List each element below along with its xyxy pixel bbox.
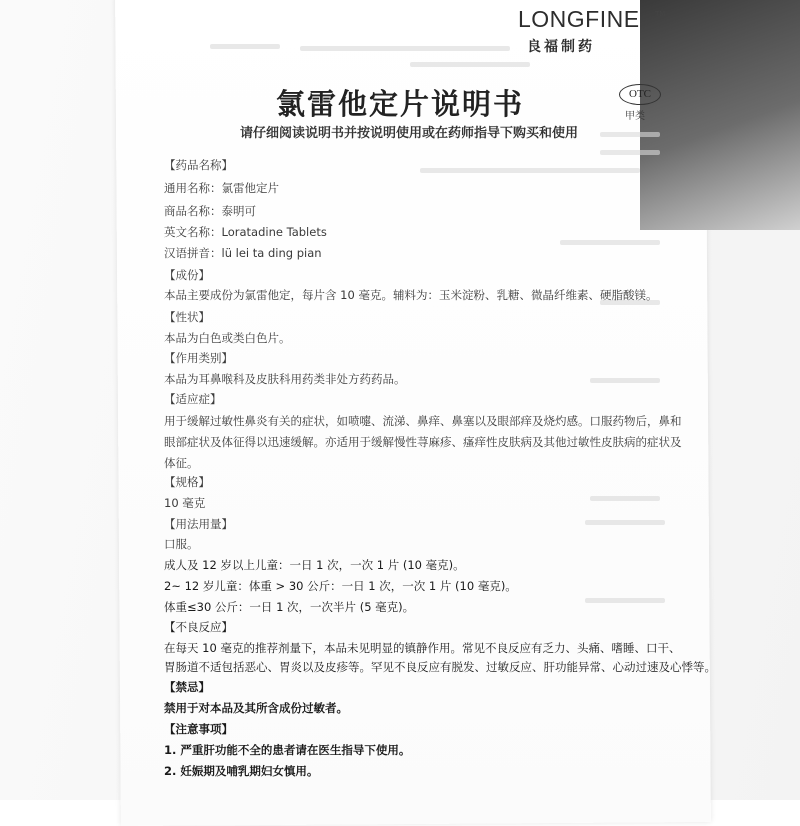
adverse-reactions-line: 胃肠道不适包括恶心、胃炎以及皮疹等。罕见不良反应有脱发、过敏反应、肝功能异常、心动过速及心悸等。 [164,660,716,674]
appearance-text: 本品为白色或类白色片。 [164,331,291,345]
company-name: 良福制药 [527,39,595,55]
dosage-line: 口服。 [164,537,199,551]
section-heading-category: 【作用类别】 [164,351,233,365]
pinyin-name: 汉语拼音：lü lei ta ding pian [164,246,322,260]
bleed-through-text [600,132,660,137]
bleed-through-text [210,44,280,49]
bleed-through-text [600,150,660,155]
document-title: 氯雷他定片说明书 [276,87,525,121]
contraindications-text: 禁用于对本品及其所含成份过敏者。 [164,701,348,715]
section-heading-appearance: 【性状】 [164,310,210,324]
trademark-symbol: TM [655,10,666,18]
composition-text: 本品主要成份为氯雷他定，每片含 10 毫克。辅料为：玉米淀粉、乳糖、微晶纤维素、硬脂酸镁。 [164,288,658,302]
bleed-through-text [300,46,510,51]
bleed-through-text [585,598,665,603]
section-heading-adverse-reactions: 【不良反应】 [164,620,233,634]
brand-logo-wordmark: LONGFINE [518,6,640,32]
dosage-line: 体重≤30 公斤：一日 1 次，一次半片 (5 毫克)。 [164,600,415,614]
bleed-through-text [590,496,660,501]
section-heading-composition: 【成份】 [164,268,210,282]
section-heading-precautions: 【注意事项】 [164,722,233,736]
section-heading-specification: 【规格】 [164,475,210,489]
specification-text: 10 毫克 [164,496,206,510]
dark-corner-shadow [640,0,800,230]
indications-line: 眼部症状及体征得以迅速缓解。亦适用于缓解慢性荨麻疹、瘙痒性皮肤病及其他过敏性皮肤病的症状及 [164,435,682,449]
otc-class-label: 甲类 [625,111,645,122]
indications-line: 体征。 [164,456,199,470]
generic-name: 通用名称：氯雷他定片 [164,181,279,195]
section-heading-contraindications: 【禁忌】 [164,680,210,694]
bleed-through-text [590,378,660,383]
precautions-line: 1. 严重肝功能不全的患者请在医生指导下使用。 [164,743,411,757]
category-text: 本品为耳鼻喉科及皮肤科用药类非处方药药品。 [164,372,406,386]
bleed-through-text [420,168,640,173]
bleed-through-text [585,520,665,525]
section-heading-drug-name: 【药品名称】 [164,158,233,172]
bleed-through-text [560,240,660,245]
bleed-through-text [410,62,530,67]
dosage-line: 成人及 12 岁以上儿童：一日 1 次，一次 1 片 (10 毫克)。 [164,558,465,572]
usage-instruction-subtitle: 请仔细阅读说明书并按说明使用或在药师指导下购买和使用 [240,126,579,141]
dosage-line: 2~ 12 岁儿童：体重 > 30 公斤：一日 1 次，一次 1 片 (10 毫克)。 [164,579,517,593]
english-name: 英文名称：Loratadine Tablets [164,225,327,239]
otc-badge: OTC [619,84,661,105]
adverse-reactions-line: 在每天 10 毫克的推荐剂量下，本品未见明显的镇静作用。常见不良反应有乏力、头痛、嗜睡、口干、 [164,641,681,655]
trade-name: 商品名称：泰明可 [164,204,256,218]
indications-line: 用于缓解过敏性鼻炎有关的症状，如喷嚏、流涕、鼻痒、鼻塞以及眼部痒及烧灼感。口服药物后，鼻和 [164,414,682,428]
section-heading-indications: 【适应症】 [164,392,222,406]
section-heading-dosage: 【用法用量】 [164,517,233,531]
precautions-line: 2. 妊娠期及哺乳期妇女慎用。 [164,764,319,778]
